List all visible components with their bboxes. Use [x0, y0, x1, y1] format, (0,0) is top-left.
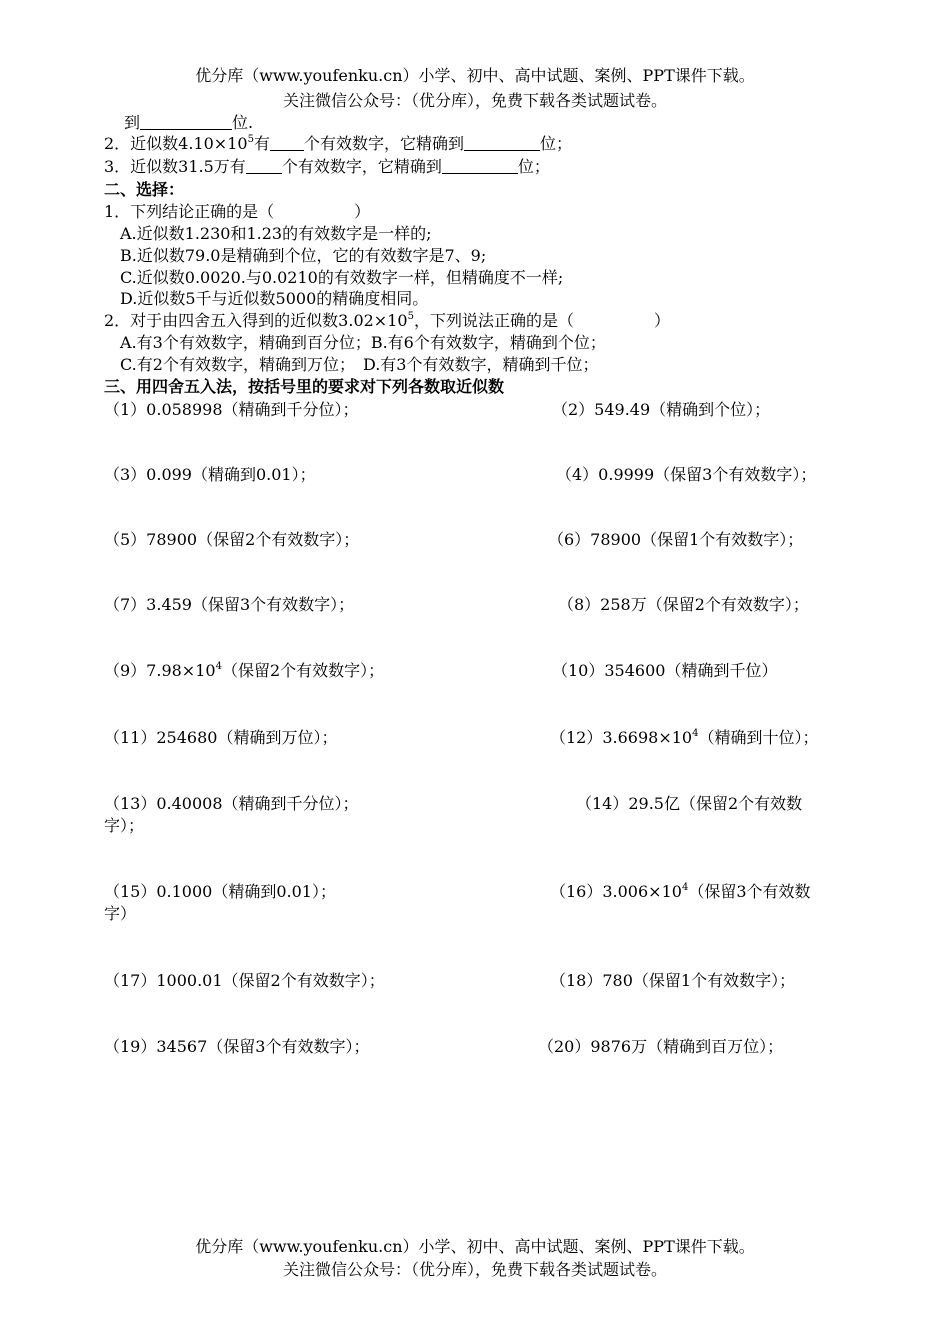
- choice-q2-stem-b: ，下列说法正确的是（ ）: [413, 311, 670, 330]
- fill-q3-text-b: 个有效数字，它精确到: [281, 157, 442, 176]
- choice-q1-option-b: B.近似数79.0是精确到个位，它的有效数字是7、9;: [120, 246, 487, 265]
- fill-q1-continuation: [124, 112, 253, 134]
- rounding-item-9-text-a: （9）7.98×10: [104, 661, 216, 680]
- rounding-item-16-text-b: （保留3个有效数: [688, 882, 811, 901]
- choice-q2-stem: [104, 310, 670, 332]
- choice-q2-options-cd: C.有2个有效数字，精确到万位； D.有3个有效数字，精确到千位；: [120, 355, 599, 374]
- rounding-item-15: （15）0.1000（精确到0.01）；: [104, 882, 336, 901]
- choice-q1-stem: 1．下列结论正确的是（ ）: [104, 202, 371, 221]
- rounding-item-3: （3）0.099（精确到0.01）；: [104, 465, 316, 484]
- rounding-item-12-text-b: （精确到十位）；: [698, 728, 819, 747]
- footer-line-1: 优分库（www.youfenku.cn）小学、初中、高中试题、案例、PPT课件下载。: [195, 1237, 755, 1256]
- exponent: 4: [681, 882, 689, 893]
- rounding-item-17: （17）1000.01（保留2个有效数字）；: [104, 971, 385, 990]
- rounding-item-12-text-a: （12）3.6698×10: [550, 728, 693, 747]
- header-line-1: 优分库（www.youfenku.cn）小学、初中、高中试题、案例、PPT课件下载。: [195, 66, 755, 85]
- exponent: 5: [247, 134, 254, 145]
- rounding-item-4: （4）0.9999（保留3个有效数字）；: [556, 465, 817, 484]
- answer-blank[interactable]: [464, 134, 540, 151]
- fill-q2-text-d: 位；: [539, 134, 572, 153]
- rounding-item-7: （7）3.459（保留3个有效数字）；: [104, 595, 355, 614]
- fill-q2-text-c: 个有效数字，它精确到: [303, 134, 464, 153]
- rounding-item-10: （10）354600（精确到千位）: [552, 661, 778, 680]
- choice-q1-option-d: D.近似数5千与近似数5000的精确度相同。: [120, 289, 429, 308]
- exponent: 5: [407, 311, 414, 322]
- rounding-item-2: （2）549.49（精确到个位）；: [552, 400, 771, 419]
- rounding-item-13: （13）0.40008（精确到千分位）；: [104, 794, 359, 813]
- rounding-item-16: [550, 881, 811, 903]
- section-choice-heading: 二、选择：: [104, 180, 185, 199]
- rounding-item-6: （6）78900（保留1个有效数字）；: [548, 530, 804, 549]
- rounding-item-14-wrap: 字）；: [104, 816, 145, 835]
- rounding-item-12: [550, 727, 819, 749]
- fill-question-2: [104, 133, 572, 155]
- fill-q3-text-c: 位；: [517, 157, 550, 176]
- rounding-item-16-wrap: 字）: [104, 904, 137, 923]
- rounding-item-8: （8）258万（保留2个有效数字）；: [558, 595, 809, 614]
- fill-q2-text-a: 2．近似数4.10×10: [104, 134, 248, 153]
- fill-q1-prefix: 到: [124, 113, 141, 132]
- answer-blank[interactable]: [270, 134, 304, 151]
- fill-q2-text-b: 有: [253, 134, 270, 153]
- rounding-item-5: （5）78900（保留2个有效数字）；: [104, 530, 360, 549]
- exponent: 4: [692, 728, 699, 739]
- rounding-item-1: （1）0.058998（精确到千分位）；: [104, 400, 359, 419]
- rounding-item-9: [104, 660, 384, 682]
- choice-q1-option-a: A.近似数1.230和1.23的有效数字是一样的;: [120, 224, 432, 243]
- answer-blank[interactable]: [246, 157, 282, 174]
- rounding-item-14: （14）29.5亿（保留2个有效数: [576, 794, 803, 813]
- rounding-item-19: （19）34567（保留3个有效数字）；: [104, 1037, 370, 1056]
- rounding-item-16-text-a: （16）3.006×10: [550, 882, 682, 901]
- rounding-item-18: （18）780（保留1个有效数字）；: [550, 971, 796, 990]
- choice-q2-stem-a: 2．对于由四舍五入得到的近似数3.02×10: [104, 311, 408, 330]
- choice-q2-options-ab: A.有3个有效数字，精确到百分位；B.有6个有效数字，精确到个位；: [120, 333, 606, 352]
- header-line-2: 关注微信公众号：（优分库），免费下载各类试题试卷。: [282, 91, 667, 110]
- rounding-item-11: （11）254680（精确到万位）；: [104, 728, 338, 747]
- rounding-item-20: （20）9876万（精确到百万位）；: [538, 1037, 784, 1056]
- rounding-item-9-text-b: （保留2个有效数字）；: [221, 661, 385, 680]
- footer-line-2: 关注微信公众号：（优分库），免费下载各类试题试卷。: [282, 1260, 667, 1279]
- fill-q3-text-a: 3．近似数31.5万有: [104, 157, 246, 176]
- exponent: 4: [215, 661, 222, 672]
- section-rounding-heading: 三、用四舍五入法，按括号里的要求对下列各数取近似数: [104, 377, 505, 396]
- answer-blank[interactable]: [442, 157, 518, 174]
- fill-q1-suffix: 位.: [232, 113, 254, 132]
- choice-q1-option-c: C.近似数0.0020.与0.0210的有效数字一样，但精确度不一样;: [120, 268, 564, 287]
- answer-blank[interactable]: [140, 113, 232, 130]
- fill-question-3: [104, 156, 550, 178]
